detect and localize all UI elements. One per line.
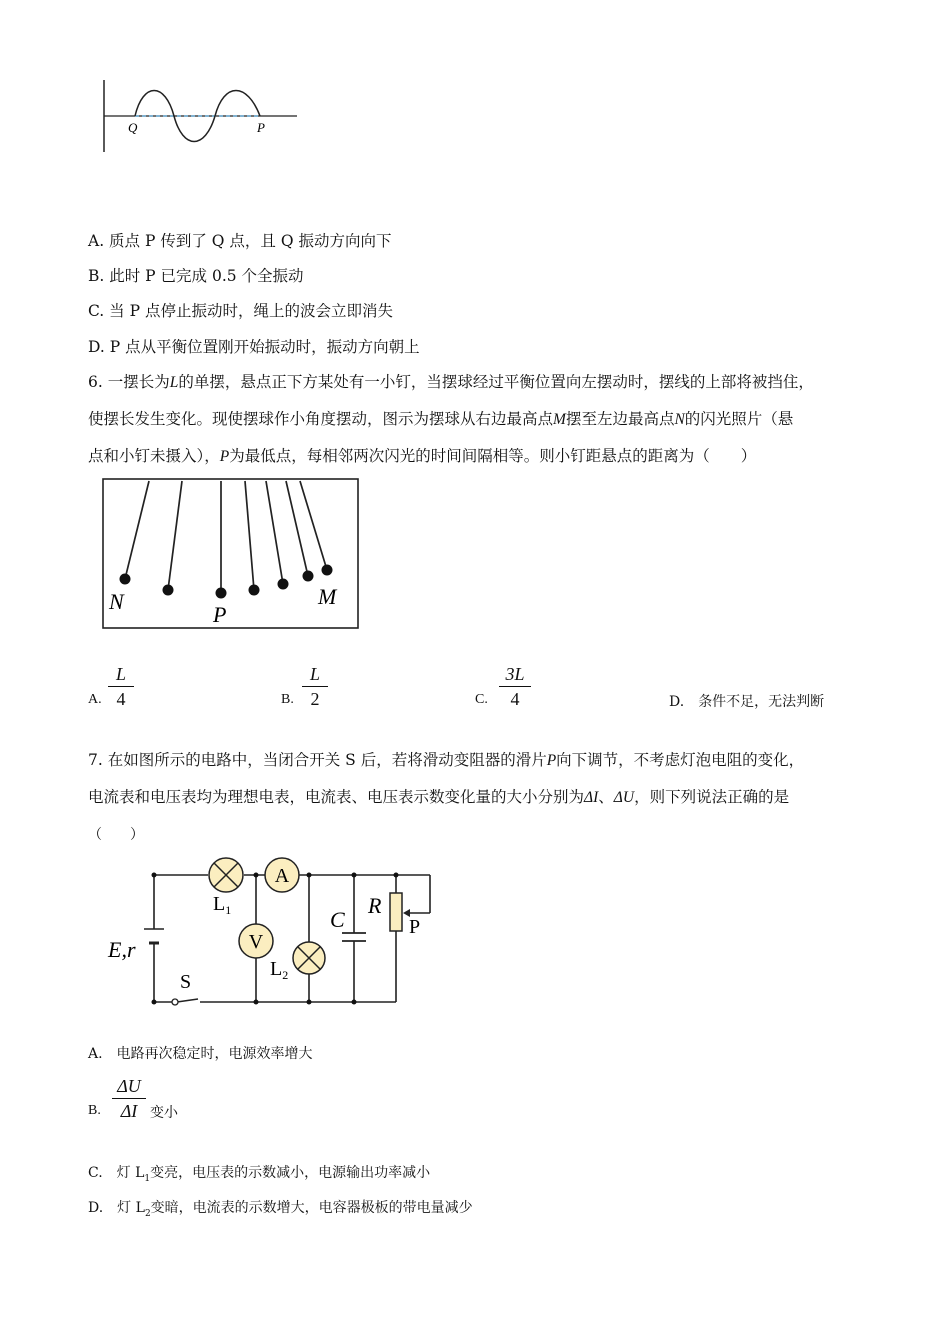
q7-stem-line2: 电流表和电压表均为理想电表，电流表、电压表示数变化量的大小分别为ΔI、ΔU，则下列说法正确的是 xyxy=(88,788,790,806)
wave-label-p: P xyxy=(257,120,265,135)
q6-option-c-fraction: 3L 4 xyxy=(499,663,531,710)
q7-option-d: D. 灯 $L_2$变暗，电流表的示数增大，电容器极板的带电量减少 xyxy=(88,1200,473,1219)
q6-option-b-fraction: L 2 xyxy=(302,663,328,710)
q5-option-b: B. 此时 P 已完成 0.5 个全振动 xyxy=(88,267,304,285)
voltmeter-label: V xyxy=(248,931,264,953)
pendulum-label-m: M xyxy=(318,584,337,609)
lamp-l1-label: $L_1$ xyxy=(213,893,232,917)
q6-stem-line1: 6. 一摆长为L的单摆，悬点正下方某处有一小钉，当摆球经过平衡位置向左摆动时，摆线的上部将被挡住， xyxy=(88,373,814,391)
resistor-label: R xyxy=(368,893,382,918)
q7-stem-line1: 7. 在如图所示的电路中，当闭合开关 S 后，若将滑动变阻器的滑片P向下调节，不考虑灯泡电阻的变化， xyxy=(88,751,805,769)
lamp-l2-label: $L_2$ xyxy=(270,958,289,982)
pendulum-figure xyxy=(100,476,362,632)
q6-stem-line3: 点和小钉未摄入），P为最低点，每相邻两次闪光的时间间隔相等。则小钉距悬点的距离为（ ） xyxy=(88,447,757,465)
wave-figure xyxy=(95,72,305,157)
pendulum-bob xyxy=(278,579,289,590)
pendulum-label-n: N xyxy=(109,589,124,614)
lamp-l1 xyxy=(209,858,243,892)
switch-label: S xyxy=(180,971,192,993)
q7-option-a: A. 电路再次稳定时，电源效率增大 xyxy=(88,1046,313,1062)
pendulum-bob xyxy=(163,585,174,596)
q5-option-c: C. 当 P 点停止振动时，绳上的波会立即消失 xyxy=(88,302,393,320)
q5-option-a: A. 质点 P 传到了 Q 点，且 Q 振动方向向下 xyxy=(88,232,392,250)
rheostat-r xyxy=(390,893,402,931)
wave-label-q: Q xyxy=(128,120,138,135)
q6-option-c-label: C. xyxy=(475,692,488,707)
q6-option-b-label: B. xyxy=(281,692,294,707)
capacitor-label: C xyxy=(330,907,345,932)
ammeter-label: A xyxy=(274,865,290,887)
q6-option-a-fraction: L 4 xyxy=(108,663,134,710)
q6-stem-line2: 使摆长发生变化。现使摆球作小角度摆动，图示为摆球从右边最高点M摆至左边最高点N的闪光照片（悬 xyxy=(88,410,794,428)
pendulum-bob xyxy=(120,574,131,585)
pendulum-bob xyxy=(216,588,227,599)
circuit-figure xyxy=(100,845,440,1010)
q5-option-d: D. P 点从平衡位置刚开始振动时，振动方向朝上 xyxy=(88,338,420,356)
pendulum-bob xyxy=(249,585,260,596)
q7-option-c: C. 灯 $L_1$变亮，电压表的示数减小，电源输出功率减小 xyxy=(88,1165,431,1184)
lamp-l2 xyxy=(293,942,325,974)
q7-stem-line3: （ ） xyxy=(88,827,144,843)
q6-option-a-label: A. xyxy=(88,692,102,707)
q7-option-b-label: B. xyxy=(88,1103,101,1118)
q6-option-d: D. 条件不足，无法判断 xyxy=(669,694,825,710)
q7-option-b-fraction: ΔU ΔI xyxy=(112,1075,146,1122)
q7-option-b-text: 变小 xyxy=(150,1105,178,1121)
pendulum-bob xyxy=(322,565,333,576)
pendulum-label-p: P xyxy=(213,602,227,627)
pendulum-bob xyxy=(303,571,314,582)
source-label: E,r xyxy=(108,937,136,962)
slider-label: P xyxy=(409,916,421,938)
